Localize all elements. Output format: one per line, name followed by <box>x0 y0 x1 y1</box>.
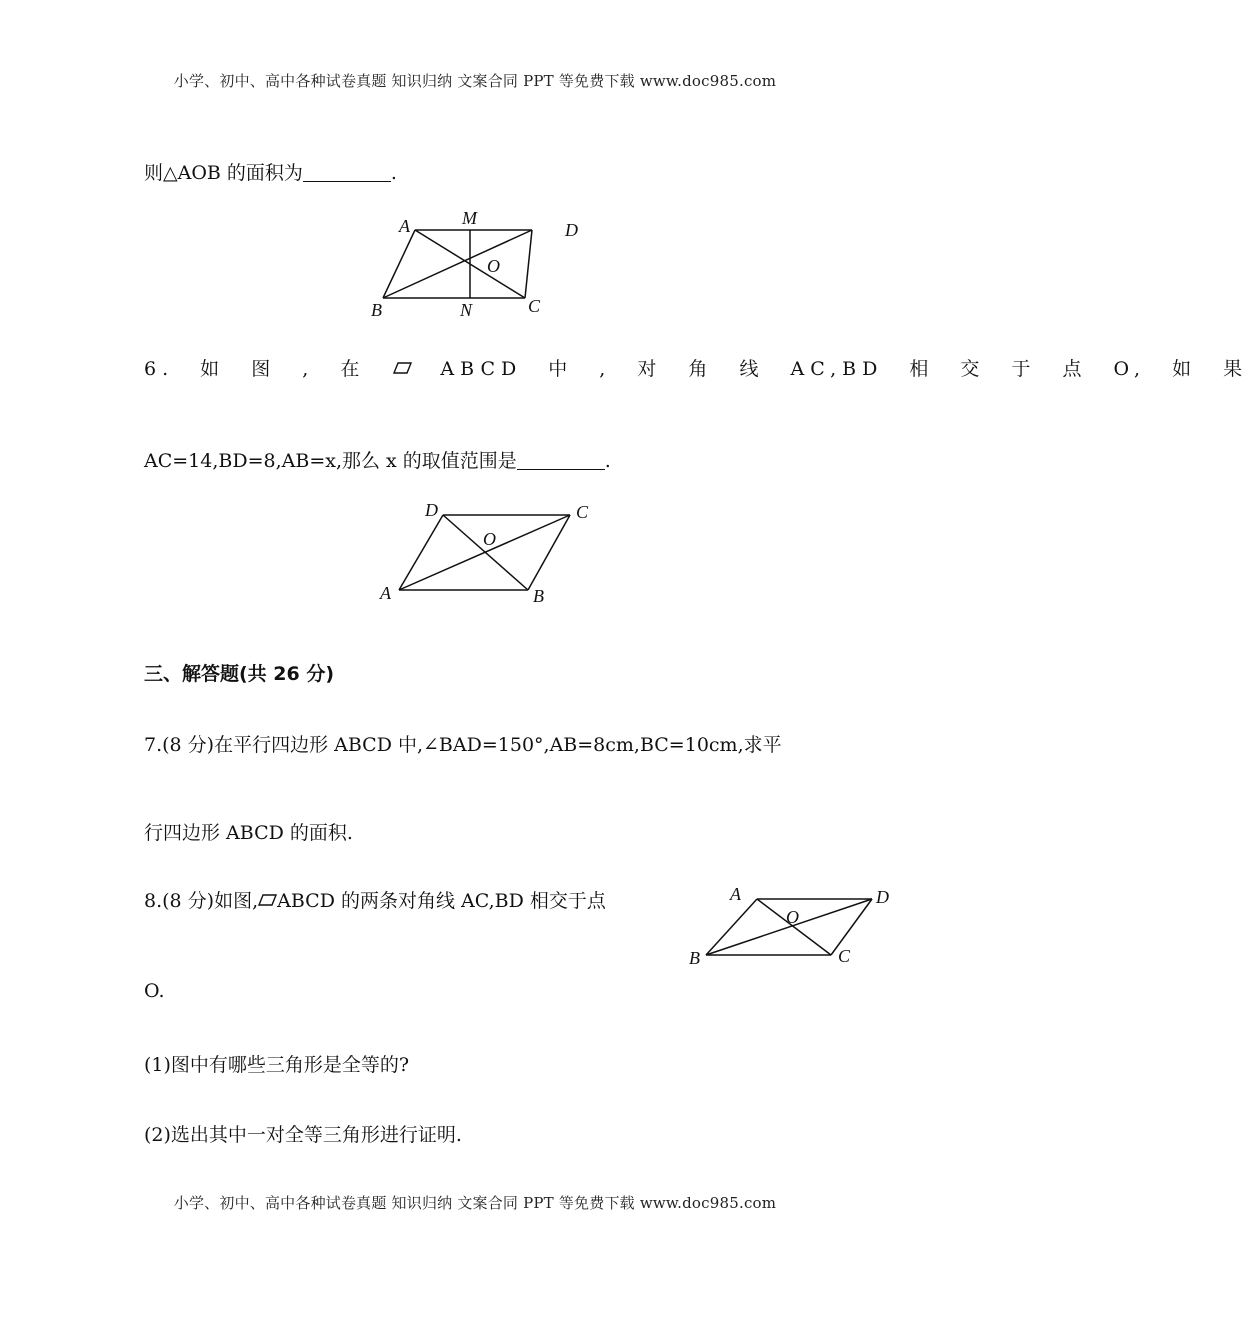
fig1-label-d: D <box>565 220 578 240</box>
fig1-label-a: A <box>399 216 410 236</box>
fig3-label-d: D <box>876 887 889 907</box>
q5-tail: 则△AOB 的面积为 <box>144 162 303 184</box>
fig2-label-b: B <box>533 586 544 606</box>
q5-end: . <box>390 162 397 184</box>
q6-line1-pre: 6. 如 图 , 在 <box>144 358 366 380</box>
q8-sub-1: (1)图中有哪些三角形是全等的? <box>144 1054 410 1076</box>
q8-line1-post: ABCD 的两条对角线 AC,BD 相交于点 <box>277 890 606 912</box>
fig3-label-b: B <box>689 948 700 968</box>
fig1-label-n: N <box>460 300 473 320</box>
fig3-label-o: O <box>786 907 799 927</box>
fig1-label-c: C <box>528 296 541 316</box>
fig3-label-a: A <box>730 884 741 904</box>
q8-line1-pre: 8.(8 分)如图, <box>144 890 259 912</box>
q6-line1-post: ABCD 中 , 对 角 线 AC,BD 相 交 于 点 O, 如 果 <box>440 358 1248 380</box>
fig2-label-a: A <box>380 583 391 603</box>
q7-line-1: 7.(8 分)在平行四边形 ABCD 中,∠BAD=150°,AB=8cm,BC=10cm,求平 <box>144 734 782 756</box>
fig1-label-o: O <box>487 256 500 276</box>
q8-sub-2: (2)选出其中一对全等三角形进行证明. <box>144 1124 462 1146</box>
q6-line2: AC=14,BD=8,AB=x,那么 x 的取值范围是 <box>144 450 517 472</box>
fig1-label-b: B <box>371 300 382 320</box>
fig2-label-c: C <box>576 502 589 522</box>
q6-end: . <box>604 450 611 472</box>
q8-line-2: O. <box>144 980 165 1002</box>
q7-line-2: 行四边形 ABCD 的面积. <box>144 822 353 844</box>
fig2-label-o: O <box>483 529 496 549</box>
fig2-label-d: D <box>425 500 438 520</box>
page-footer: 小学、初中、高中各种试卷真题 知识归纳 文案合同 PPT 等免费下载 www.doc985.com <box>173 1194 777 1212</box>
fig1-label-m: M <box>462 208 477 228</box>
page-header: 小学、初中、高中各种试卷真题 知识归纳 文案合同 PPT 等免费下载 www.doc985.com <box>173 72 777 90</box>
section-3-title: 三、解答题(共 26 分) <box>144 663 335 685</box>
fig3-label-c: C <box>838 946 851 966</box>
